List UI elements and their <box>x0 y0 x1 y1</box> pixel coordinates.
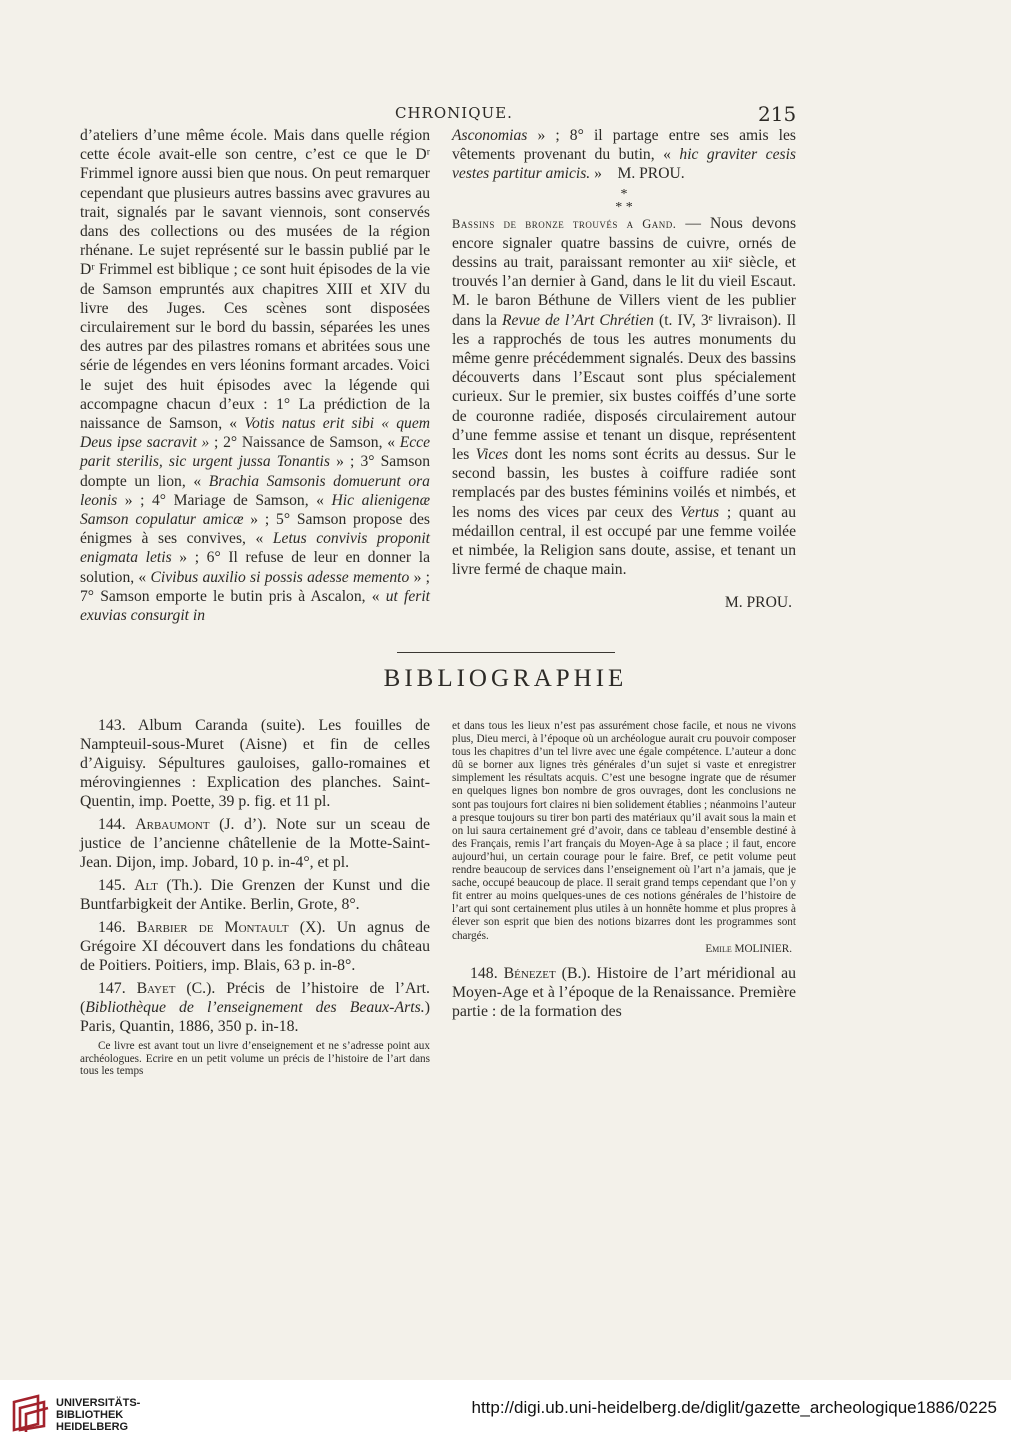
running-title: CHRONIQUE. <box>395 104 513 122</box>
section-divider <box>397 652 615 653</box>
bib-entry: 147. Bayet (C.). Précis de l’histoire de l’Art. (Bibliothèque de l’enseignement des Beaux-Arts.) Paris, Quantin, 1886, 350 p. in-18. <box>80 980 430 1035</box>
section-title: BIBLIOGRAPHIE <box>383 665 628 692</box>
page-number: 215 <box>758 102 797 126</box>
chronique-continuation: Asconomias » ; 8° il partage entre ses amis les vêtements provenant du butin, « hic graviter cesis vestes partitur amicis. » M. PROU. <box>452 127 796 183</box>
bassins-paragraph: Bassins de bronze trouvés a Gand. — Nous devons encore signaler quatre bassins de cuivre, ornés de dessins au trait, paraissant remonter au xiiᵉ siècle, et trouvés l’an dernier à Gand, dans le lit du vieil Escaut. M. le baron Béthune de Villers vient de les publier dans la Revue de l’Art Chrétien (t. IV, 3ᵉ livraison). Il les a rapprochés de tous les autres monuments du même genre précédemment signalés. Deux des bassins découverts dans l’Escaut sont plus spécialement curieux. Sur le premier, six bustes coiffés d’une sorte de couronne radiée, disposés circulairement autour d’une femme assise et tenant un disque, représentent les Vices dont les noms sont écrits au dessus. Sur le second bassin, les bustes à coiffure radiée sont remplacés par des bustes féminins voilés et nimbés, et les noms des vices par ceux des Vertus ; quant au médaillon central, il est occupé par une femme voilée et nimbée, la Religion sans doute, assise, et tenant un livre fermé de chaque main. <box>452 214 797 579</box>
bib-entry: 144. Arbaumont (J. d’). Note sur un sceau de justice de l’ancienne châtellenie de la Motte-Saint-Jean. Dijon, imp. Jobard, 10 p. in-4°, et pl. <box>80 816 430 871</box>
asterism <box>452 188 796 214</box>
signature-prou-2: M. PROU. <box>724 594 792 612</box>
chronique-paragraph: d’ateliers d’une même école. Mais dans quelle région cette école avait-elle son centre, c’est ce que le Dʳ Frimmel ignore aussi bien que nous. On peut remarquer cependant que plusieurs autres bassins avec gravures au trait, signalés par le savant viennois, sont conservés dans des collections ou des musées de la région rhénane. Le sujet représenté sur le bassin publié par le Dʳ Frimmel est biblique ; ce sont huit épisodes de la vie de Samson empruntés aux chapitres XIII et XIV du livre des Juges. Ces scènes sont disposées circulairement sur le bord du bassin, séparées les unes des autres par des pilastres romans et abritées sous une série de légendes en vers léonins formant arcades. Voici le sujet des huit épisodes avec la légende qui accompagne chacun d’eux : 1° La prédiction de la naissance de Samson, « Votis natus erit sibi « quem Deus ipse sacravit » ; 2° Naissance de Samson, « Ecce parit sterilis, sic urgent jussa Tonantis » ; 3° Samson dompte un lion, « Brachia Samsonis domuerunt ora leonis » ; 4° Mariage de Samson, « Hic alienigenæ Samson copulatur amicæ » ; 5° Samson propose des énigmes à ses convives, « Letus convivis proponit enigmata letis » ; 6° Il refuse de leur en donner la solution, « Civibus auxilio si possis adesse memento » ; 7° Samson emporte le butin pris à Ascalon, « ut ferit exuvias consurgit in <box>80 127 431 625</box>
bib-review-start: Ce livre est avant tout un livre d’enseignement et ne s’adresse point aux archéologues. Ecrire en un petit volume un précis de l’histoire de l’art dans tous les temps <box>80 1040 430 1078</box>
bibliographie-column-right <box>452 720 796 1021</box>
section-heading: Bassins de bronze trouvés a Gand. <box>452 216 677 231</box>
chronique-column-left <box>80 126 430 625</box>
library-logo-icon <box>10 1394 50 1434</box>
bib-entry: 146. Barbier de Montault (X). Un agnus de Grégoire XI découvert dans les fondations du château de Poitiers. Poitiers, imp. Blais, 63 p. in-8°. <box>80 919 431 974</box>
source-url-link[interactable]: http://digi.ub.uni-heidelberg.de/diglit/gazette_archeologique1886/0225 <box>471 1398 997 1417</box>
bib-entry: 143. Album Caranda (suite). Les fouilles de Nampteuil-sous-Muret (Aisne) et fin de celles d’Aiguisy. Sépultures gauloises, gallo-romaines et mérovingiennes : Explication des planches. Saint-Quentin, imp. Poette, 39 p. fig. et 11 pl. <box>80 717 430 810</box>
library-name: UNIVERSITÄTS- BIBLIOTHEK HEIDELBERG <box>56 1397 141 1433</box>
library-footer <box>0 1380 1011 1447</box>
bib-entry: 145. Alt (Th.). Die Grenzen der Kunst und die Buntfarbigkeit der Antike. Berlin, Grote, 8°. <box>80 877 430 913</box>
bibliographie-column-left <box>80 716 430 1078</box>
asterism-top: * <box>620 186 628 202</box>
bib-entry: 148. Bénezet (B.). Histoire de l’art méridional au Moyen-Age et à l’époque de la Renaissance. Première partie : de la formation des <box>452 964 796 1020</box>
signature-prou: M. PROU. <box>617 165 685 183</box>
running-head <box>0 104 1011 126</box>
bib-review-continuation: et dans tous les lieux n’est pas assurément chose facile, et nous ne vivons plus, Dieu merci, à l’époque où un archéologue aurait cru pouvoir composer tous les chapitres d’un tel livre avec une égale compétence. L’auteur a donc dû se borner aux lignes très générales d’un sujet si vaste et enregistrer simplement les résultats acquis. C’est une besogne ingrate que de résumer en quelques lignes bon nombre de gros ouvrages, dont les conclusions ne sont pas toujours fort claires ni bien solidement établies ; néanmoins l’auteur a presque toujours su tirer bon parti des matériaux qu’il avait sous la main et on lui saura certainement gré d’avoir, dans ce tableau d’ensemble destiné à des Français, remis l’art français du Moyen-Age à sa place ; il faut, encore aujourd’hui, un certain courage pour le faire. Bref, ce petit volume peut rendre beaucoup de services dans l’enseignement où l’art n’a jamais, que je sache, occupé beaucoup de place. Il serait grand temps cependant que l’on y fit entrer au moins quelques-unes de ces notions générales de l’histoire de l’art qui sont certainement plus utiles à un honnête homme et plus propres à élever son esprit que bien des notions bizarres dont les programmes sont chargés. <box>452 720 796 942</box>
chronique-column-right <box>452 126 796 613</box>
asterism-bottom: * * <box>615 199 633 215</box>
review-signature: Emile MOLINIER. <box>705 942 792 955</box>
